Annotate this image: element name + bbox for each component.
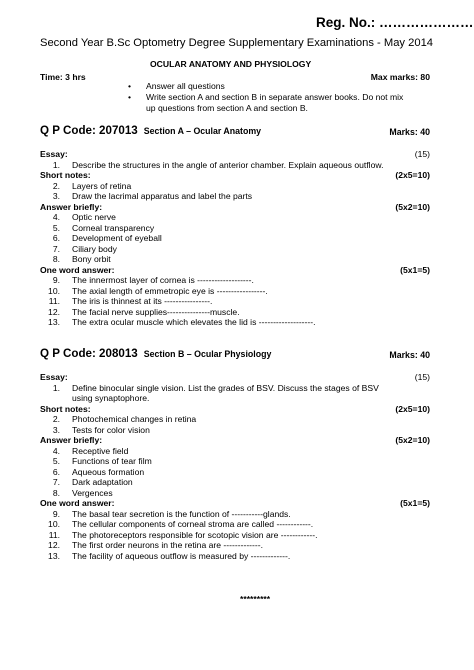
question-text: Draw the lacrimal apparatus and label the parts [72,191,253,201]
group-marks: (5x1=5) [400,264,430,275]
question-number: 1. [52,382,60,393]
question-group-heading: Answer briefly: [40,435,103,445]
question-number: 12. [48,306,60,317]
question-number: 11. [48,296,60,306]
group-marks: (2x5=10) [395,403,430,414]
question-group-heading: One word answer: [40,264,115,275]
section-marks: Marks: 40 [389,127,430,137]
end-marker: ********* [240,594,271,604]
bullet-icon: • [128,92,132,102]
question-number: 11. [48,529,60,540]
question-number: 6. [52,466,60,477]
group-marks: (2x5=10) [395,170,430,180]
question-number: 4. [52,212,60,222]
question-number: 7. [52,477,60,487]
question-number: 13. [48,317,60,327]
question-text: The cellular components of corneal stroma are called ------------. [72,519,314,529]
question-number: 5. [52,222,60,233]
bullet-icon: • [128,81,132,91]
question-number: 3. [52,191,60,201]
question-number: 1. [52,159,60,170]
question-text-continued: using synaptophore. [72,393,150,403]
question-number: 4. [52,445,60,456]
instruction-line: Answer all questions [146,81,225,91]
question-number: 2. [52,414,60,424]
question-text: The facial nerve supplies---------------muscle. [72,306,240,317]
question-text: Layers of retina [72,180,132,191]
question-text: Vergences [72,487,113,498]
section-title: Section B – Ocular Physiology [143,349,272,359]
question-text: Functions of tear film [72,456,152,466]
question-text: Define binocular single vision. List the grades of BSV. Discuss the stages of BSV [72,382,379,393]
instruction-line: up questions from section A and section B. [146,103,308,113]
question-text: Receptive field [72,445,129,456]
question-group-heading: Short notes: [40,403,91,414]
question-text: The axial length of emmetropic eye is -----------------. [72,285,268,296]
reg-number: Reg. No.: ………………… [316,15,474,30]
question-number: 2. [52,180,60,191]
question-number: 12. [48,540,60,550]
group-marks: (15) [414,149,430,159]
qp-code [40,124,261,137]
time-allowed: Time: 3 hrs [40,72,86,82]
qp-code-label: Q P Code: 207013 [40,124,138,137]
qp-code-label: Q P Code: 208013 [40,347,138,360]
group-marks: (15) [414,372,430,382]
question-text: Corneal transparency [72,222,155,233]
group-marks: (5x2=10) [395,435,430,445]
section-marks: Marks: 40 [389,350,430,360]
group-marks: (5x1=5) [400,498,430,508]
question-text: Ciliary body [72,243,117,254]
question-group-heading: Essay: [40,149,68,159]
question-number: 7. [52,243,60,254]
question-text: The innermost layer of cornea is -------------------. [72,275,254,285]
question-text: The extra ocular muscle which elevates the lid is -------------------. [72,317,316,327]
question-number: 8. [52,487,60,498]
question-number: 9. [52,275,60,285]
question-group-heading: Essay: [40,372,68,382]
section-title: Section A – Ocular Anatomy [143,126,262,136]
subject-title: OCULAR ANATOMY AND PHYSIOLOGY [150,59,312,69]
qp-code [40,347,271,360]
question-number: 10. [48,285,60,296]
question-text: The basal tear secretion is the function of -----------glands. [72,508,291,519]
question-text: Optic nerve [72,212,116,222]
instruction-line: Write section A and section B in separate answer books. Do not mix [146,92,404,102]
question-text: Describe the structures in the angle of anterior chamber. Explain aqueous outflow. [72,159,384,170]
question-text: Development of eyeball [72,233,162,243]
max-marks: Max marks: 80 [370,72,430,82]
question-text: Photochemical changes in retina [72,414,197,424]
question-text: The photoreceptors responsible for scotopic vision are ------------. [72,529,318,540]
group-marks: (5x2=10) [395,201,430,212]
question-number: 6. [52,233,60,243]
question-text: The iris is thinnest at its ----------------. [72,296,213,306]
question-number: 8. [52,254,60,264]
question-number: 10. [48,519,60,529]
question-group-heading: One word answer: [40,498,115,508]
question-text: The facility of aqueous outflow is measured by -------------. [72,550,291,561]
question-number: 5. [52,456,60,466]
exam-title: Second Year B.Sc Optometry Degree Supplementary Examinations - May 2014 [40,37,434,49]
question-number: 9. [52,508,60,519]
question-group-heading: Answer briefly: [40,201,103,212]
question-text: The first order neurons in the retina are -------------. [72,540,264,550]
question-number: 13. [48,550,60,561]
question-text: Aqueous formation [72,466,145,477]
question-text: Bony orbit [72,254,111,264]
question-group-heading: Short notes: [40,170,91,180]
question-text: Dark adaptation [72,477,133,487]
question-number: 3. [52,424,60,435]
question-text: Tests for color vision [72,424,150,435]
